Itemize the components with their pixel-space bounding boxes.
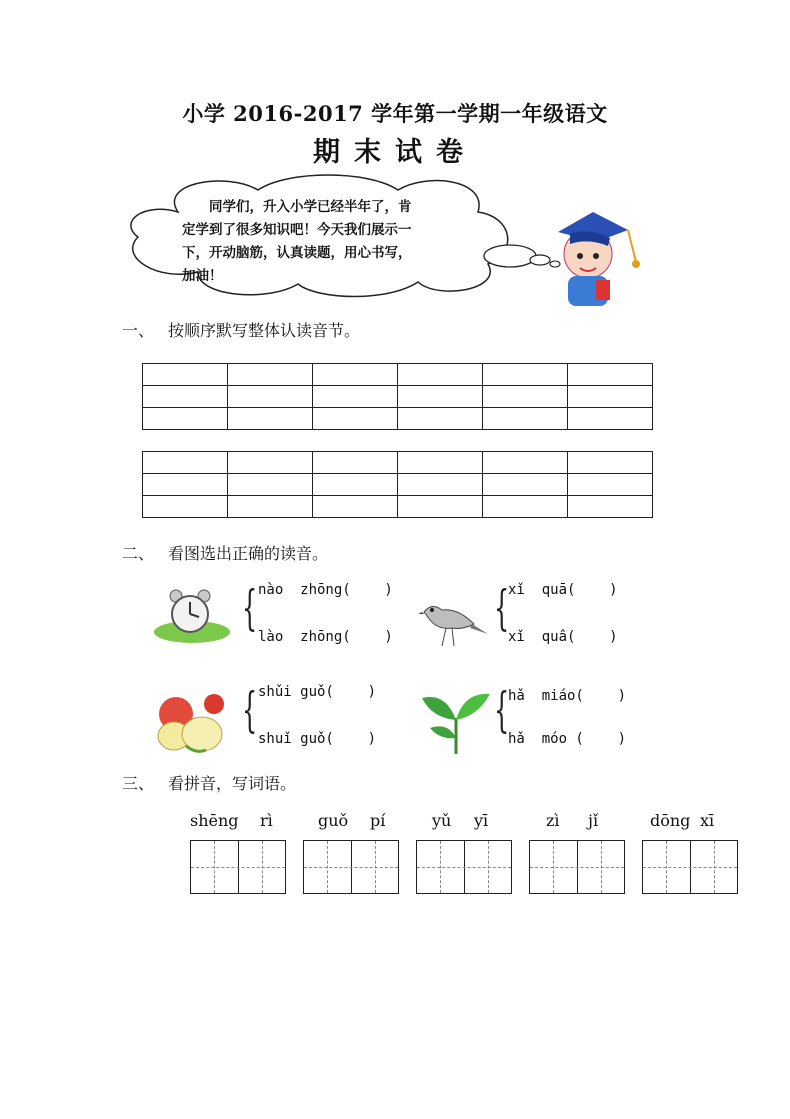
- grid-cell[interactable]: [143, 452, 228, 474]
- pinyin-option[interactable]: shuǐ guǒ( ): [258, 731, 377, 747]
- grid-cell[interactable]: [313, 474, 398, 496]
- brace-icon: {: [242, 682, 258, 738]
- grid-cell[interactable]: [568, 408, 653, 430]
- section-3-heading: [122, 771, 296, 794]
- grid-cell[interactable]: [143, 386, 228, 408]
- grid-cell[interactable]: [398, 364, 483, 386]
- grid-cell[interactable]: [143, 474, 228, 496]
- pinyin-option[interactable]: nào zhōng( ): [258, 582, 393, 598]
- grid-cell[interactable]: [568, 474, 653, 496]
- fruit-icon: [146, 684, 234, 754]
- grid-cell[interactable]: [228, 452, 313, 474]
- alarm-clock-icon: [152, 586, 232, 644]
- section-2-number: 二、: [122, 544, 155, 563]
- grid-cell[interactable]: [568, 496, 653, 518]
- grid-cell[interactable]: [143, 496, 228, 518]
- word-pinyin-b: jǐ: [588, 811, 599, 830]
- grid-cell[interactable]: [568, 364, 653, 386]
- writing-box[interactable]: [529, 840, 625, 894]
- grid-cell[interactable]: [483, 386, 568, 408]
- cartoon-student-icon: [558, 212, 640, 306]
- word-pinyin-a: shēng: [190, 811, 239, 830]
- section-2-heading: [122, 541, 328, 564]
- brace-icon: {: [242, 580, 258, 636]
- word-pinyin-b: rì: [260, 811, 273, 830]
- word-pinyin-a: dōng: [650, 811, 691, 830]
- writing-box[interactable]: [642, 840, 738, 894]
- grid-cell[interactable]: [483, 364, 568, 386]
- section-3-number: 三、: [122, 774, 155, 793]
- pinyin-option[interactable]: xǐ quâ( ): [508, 629, 618, 645]
- section-2-title: 看图选出正确的读音。: [168, 544, 329, 563]
- writing-box[interactable]: [190, 840, 286, 894]
- pinyin-option[interactable]: xǐ quā( ): [508, 582, 618, 598]
- grid-cell[interactable]: [228, 408, 313, 430]
- syllable-grid-1: [142, 363, 653, 430]
- word-pinyin-a: zì: [546, 811, 560, 830]
- grid-cell[interactable]: [313, 408, 398, 430]
- bird-icon: [418, 594, 490, 650]
- section-1-heading: [122, 318, 360, 341]
- seedling-icon: [418, 688, 494, 756]
- grid-cell[interactable]: [483, 408, 568, 430]
- grid-cell[interactable]: [398, 496, 483, 518]
- exam-title: 小学 2016-2017 学年第一学期一年级语文: [182, 101, 608, 126]
- grid-cell[interactable]: [228, 496, 313, 518]
- word-pinyin-b: pí: [370, 811, 386, 830]
- grid-cell[interactable]: [398, 474, 483, 496]
- word-pinyin-a: guǒ: [318, 811, 349, 830]
- word-pinyin-a: yǔ: [432, 811, 452, 830]
- pinyin-option[interactable]: lào zhōng( ): [258, 629, 393, 645]
- brace-icon: {: [494, 682, 510, 738]
- grid-cell[interactable]: [398, 408, 483, 430]
- grid-cell[interactable]: [143, 408, 228, 430]
- grid-cell[interactable]: [228, 386, 313, 408]
- word-pinyin-b: xī: [700, 811, 715, 830]
- grid-cell[interactable]: [313, 496, 398, 518]
- grid-cell[interactable]: [228, 364, 313, 386]
- pinyin-option[interactable]: hǎ miáo( ): [508, 688, 627, 704]
- grid-cell[interactable]: [568, 386, 653, 408]
- grid-cell[interactable]: [313, 386, 398, 408]
- grid-cell[interactable]: [398, 386, 483, 408]
- brace-icon: {: [494, 580, 510, 636]
- grid-cell[interactable]: [228, 474, 313, 496]
- grid-cell[interactable]: [313, 452, 398, 474]
- pinyin-option[interactable]: hǎ móo ( ): [508, 731, 627, 747]
- bubble-message: 同学们，升入小学已经半年了，肯定学到了很多知识吧！今天我们展示一下，开动脑筋，认真读题，用心书写，加油！: [182, 199, 412, 284]
- writing-box[interactable]: [303, 840, 399, 894]
- section-1-number: 一、: [122, 321, 155, 340]
- word-pinyin-b: yī: [474, 811, 489, 830]
- grid-cell[interactable]: [313, 364, 398, 386]
- grid-cell[interactable]: [568, 452, 653, 474]
- grid-cell[interactable]: [143, 364, 228, 386]
- grid-cell[interactable]: [483, 474, 568, 496]
- section-1-title: 按顺序默写整体认读音节。: [168, 321, 361, 340]
- syllable-grid-2: [142, 451, 653, 518]
- section-3-title: 看拼音，写词语。: [168, 774, 297, 793]
- grid-cell[interactable]: [483, 496, 568, 518]
- exam-subtitle: 期末试卷: [313, 137, 477, 168]
- writing-box[interactable]: [416, 840, 512, 894]
- grid-cell[interactable]: [483, 452, 568, 474]
- grid-cell[interactable]: [398, 452, 483, 474]
- pinyin-option[interactable]: shǔi guǒ( ): [258, 684, 377, 700]
